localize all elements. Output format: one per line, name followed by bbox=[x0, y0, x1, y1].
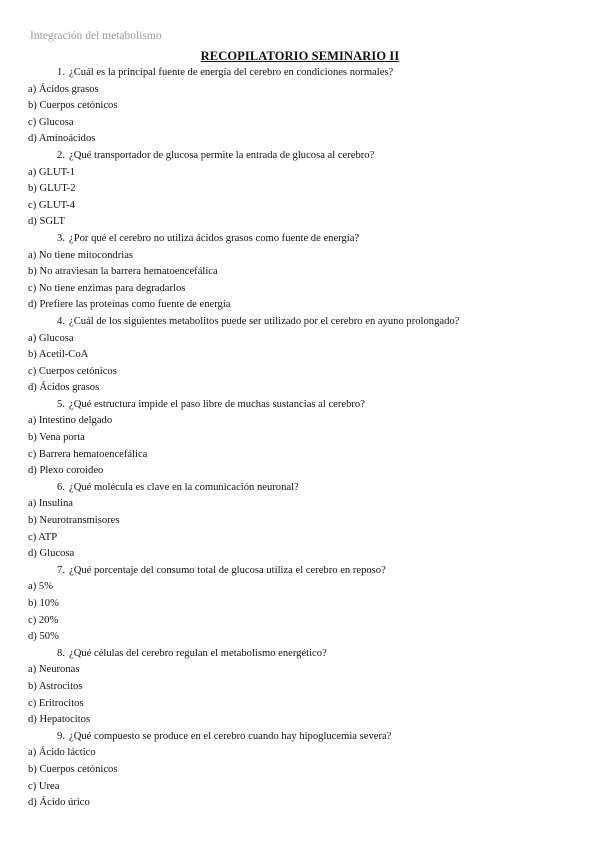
question-block bbox=[28, 729, 588, 812]
question bbox=[28, 65, 588, 82]
question-block bbox=[28, 563, 588, 646]
option-c: c) ATP bbox=[28, 531, 58, 543]
question-number: 9. bbox=[57, 730, 65, 742]
question-text: ¿Por qué el cerebro no utiliza ácidos grasos como fuente de energía? bbox=[69, 232, 360, 244]
option-b: b) Astrocitos bbox=[28, 680, 83, 692]
question bbox=[28, 729, 588, 746]
option-b: b) GLUT-2 bbox=[28, 183, 76, 195]
option-b: b) No atraviesan la barrera hematoencefálica bbox=[28, 266, 218, 278]
option-d: d) Aminoácidos bbox=[28, 133, 96, 145]
question-text: ¿Qué porcentaje del consumo total de glucosa utiliza el cerebro en reposo? bbox=[69, 564, 386, 576]
question-text: ¿Qué compuesto se produce en el cerebro cuando hay hipoglucemia severa? bbox=[69, 730, 392, 742]
option-b: b) 10% bbox=[28, 598, 59, 609]
question-text: ¿Qué molécula es clave en la comunicación neuronal? bbox=[69, 481, 299, 493]
question-block bbox=[28, 314, 588, 397]
question bbox=[28, 231, 588, 248]
document-title: RECOPILATORIO SEMINARIO II bbox=[200, 49, 400, 63]
question-number: 7. bbox=[57, 564, 65, 576]
question-number: 2. bbox=[57, 149, 65, 161]
question-text: ¿Qué transportador de glucosa permite la entrada de glucosa al cerebro? bbox=[69, 149, 375, 161]
option-d: d) Plexo coroideo bbox=[28, 465, 104, 477]
option-a: a) Ácido láctico bbox=[28, 747, 96, 759]
document-header: Integración del metabolismo bbox=[30, 30, 162, 42]
question-text: ¿Cuál es la principal fuente de energía del cerebro en condiciones normales? bbox=[69, 67, 394, 78]
option-a: a) Neuronas bbox=[28, 664, 80, 676]
question-block bbox=[28, 65, 588, 148]
question bbox=[28, 148, 588, 165]
option-a: a) 5% bbox=[28, 581, 53, 593]
question-text: ¿Qué estructura impide el paso libre de muchas sustancias al cerebro? bbox=[69, 398, 365, 410]
question bbox=[28, 646, 588, 663]
question-number: 3. bbox=[57, 232, 65, 244]
option-c: c) 20% bbox=[28, 614, 59, 626]
option-a: a) Ácidos grasos bbox=[28, 83, 99, 95]
question-number: 1. bbox=[57, 67, 65, 78]
option-a: a) Intestino delgado bbox=[28, 415, 113, 427]
question-text: ¿Cuál de los siguientes metabolitos puede ser utilizado por el cerebro en ayuno prolongado? bbox=[69, 315, 460, 327]
question bbox=[28, 397, 588, 414]
option-d: d) SGLT bbox=[28, 216, 65, 228]
question bbox=[28, 480, 588, 497]
option-b: b) Cuerpos cetónicos bbox=[28, 763, 118, 775]
question-number: 6. bbox=[57, 481, 65, 493]
option-c: c) Urea bbox=[28, 780, 60, 792]
question-number: 4. bbox=[57, 315, 65, 327]
question-block bbox=[28, 231, 588, 314]
option-d: d) Prefiere las proteínas como fuente de energía bbox=[28, 299, 231, 311]
question-block bbox=[28, 148, 588, 231]
question bbox=[28, 563, 588, 580]
option-b: b) Neurotransmisores bbox=[28, 515, 120, 527]
option-c: c) No tiene enzimas para degradarlos bbox=[28, 282, 186, 294]
question-block bbox=[28, 397, 588, 480]
question-number: 8. bbox=[57, 647, 65, 659]
option-d: d) Hepatocitos bbox=[28, 714, 91, 726]
question-block bbox=[28, 480, 588, 563]
option-c: c) GLUT-4 bbox=[28, 199, 75, 211]
option-d: d) 50% bbox=[28, 631, 59, 643]
option-a: a) Insulina bbox=[28, 498, 74, 510]
option-a: a) Glucosa bbox=[28, 332, 74, 344]
option-c: c) Glucosa bbox=[28, 116, 74, 128]
option-c: c) Barrera hematoencefálica bbox=[28, 448, 148, 460]
option-d: d) Ácido úrico bbox=[28, 797, 90, 809]
question bbox=[28, 314, 588, 331]
option-b: b) Acetil-CoA bbox=[28, 349, 89, 361]
question-text: ¿Qué células del cerebro regulan el metabolismo energético? bbox=[69, 647, 327, 659]
question-block bbox=[28, 646, 588, 729]
option-a: a) No tiene mitocondrias bbox=[28, 249, 134, 261]
option-d: d) Glucosa bbox=[28, 548, 75, 560]
question-number: 5. bbox=[57, 398, 65, 410]
option-d: d) Ácidos grasos bbox=[28, 382, 100, 394]
option-c: c) Cuerpos cetónicos bbox=[28, 365, 117, 377]
option-b: b) Vena porta bbox=[28, 432, 85, 444]
option-a: a) GLUT-1 bbox=[28, 166, 75, 178]
question-list bbox=[28, 65, 588, 812]
option-b: b) Cuerpos cetónicos bbox=[28, 100, 118, 112]
option-c: c) Eritrocitos bbox=[28, 697, 84, 709]
